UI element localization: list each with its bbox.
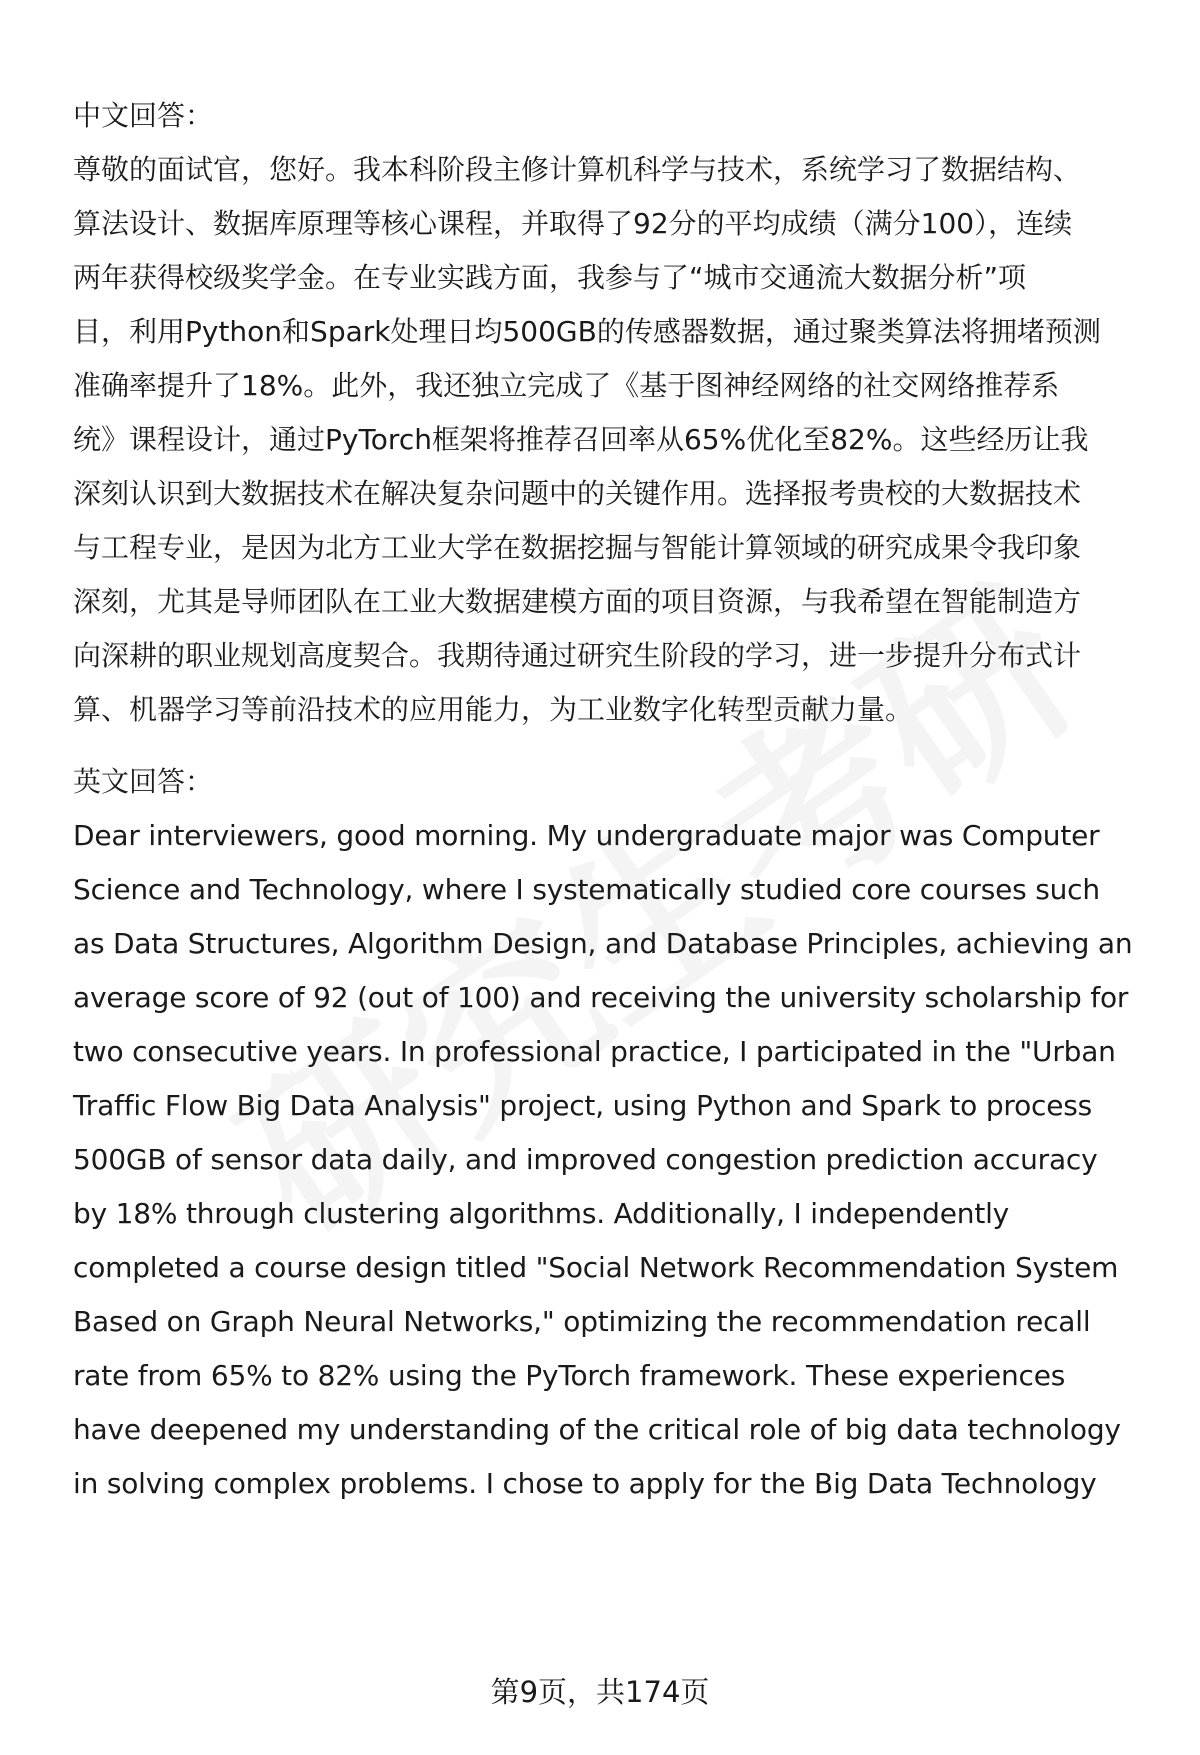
page-number-footer: 第9页，共174页 — [490, 1675, 710, 1709]
text-line: completed a course design titled "Social Network Recommendation System — [73, 1251, 1119, 1284]
text-line: 向深耕的职业规划高度契合。我期待通过研究生阶段的学习，进一步提升分布式计 — [73, 639, 1082, 672]
text-line: Based on Graph Neural Networks," optimizing the recommendation recall — [73, 1305, 1091, 1338]
text-line: rate from 65% to 82% using the PyTorch framework. These experiences — [73, 1359, 1066, 1392]
chinese-answer-label: 中文回答： — [73, 99, 214, 132]
text-line: 与工程专业，是因为北方工业大学在数据挖掘与智能计算领域的研究成果令我印象 — [73, 531, 1082, 564]
english-answer-label: 英文回答： — [73, 765, 214, 798]
text-line: in solving complex problems. I chose to apply for the Big Data Technology — [73, 1467, 1097, 1500]
text-line: Dear interviewers, good morning. My undergraduate major was Computer — [73, 819, 1100, 852]
text-line: as Data Structures, Algorithm Design, and Database Principles, achieving an — [73, 927, 1133, 960]
text-line: 算法设计、数据库原理等核心课程，并取得了92分的平均成绩（满分100），连续 — [73, 207, 1073, 240]
text-line: 深刻，尤其是导师团队在工业大数据建模方面的项目资源，与我希望在智能制造方 — [73, 585, 1082, 618]
text-line: have deepened my understanding of the critical role of big data technology — [73, 1413, 1121, 1446]
text-line: by 18% through clustering algorithms. Additionally, I independently — [73, 1197, 1010, 1230]
text-line: two consecutive years. In professional practice, I participated in the "Urban — [73, 1035, 1116, 1068]
text-line: 尊敬的面试官，您好。我本科阶段主修计算机科学与技术，系统学习了数据结构、 — [73, 153, 1082, 186]
text-line: 两年获得校级奖学金。在专业实践方面，我参与了“城市交通流大数据分析”项 — [73, 261, 1027, 294]
text-line: 深刻认识到大数据技术在解决复杂问题中的关键作用。选择报考贵校的大数据技术 — [73, 477, 1082, 510]
text-line: Traffic Flow Big Data Analysis" project, using Python and Spark to process — [73, 1089, 1093, 1122]
text-line: average score of 92 (out of 100) and receiving the university scholarship for — [73, 981, 1129, 1014]
text-line: Science and Technology, where I systematically studied core courses such — [73, 873, 1100, 906]
text-line: 500GB of sensor data daily, and improved congestion prediction accuracy — [73, 1143, 1098, 1176]
text-line: 统》课程设计，通过PyTorch框架将推荐召回率从65%优化至82%。这些经历让我 — [73, 423, 1089, 456]
text-line: 算、机器学习等前沿技术的应用能力，为工业数字化转型贡献力量。 — [73, 693, 914, 726]
text-line: 准确率提升了18%。此外，我还独立完成了《基于图神经网络的社交网络推荐系 — [73, 369, 1060, 402]
text-line: 目，利用Python和Spark处理日均500GB的传感器数据，通过聚类算法将拥堵预测 — [73, 315, 1101, 348]
